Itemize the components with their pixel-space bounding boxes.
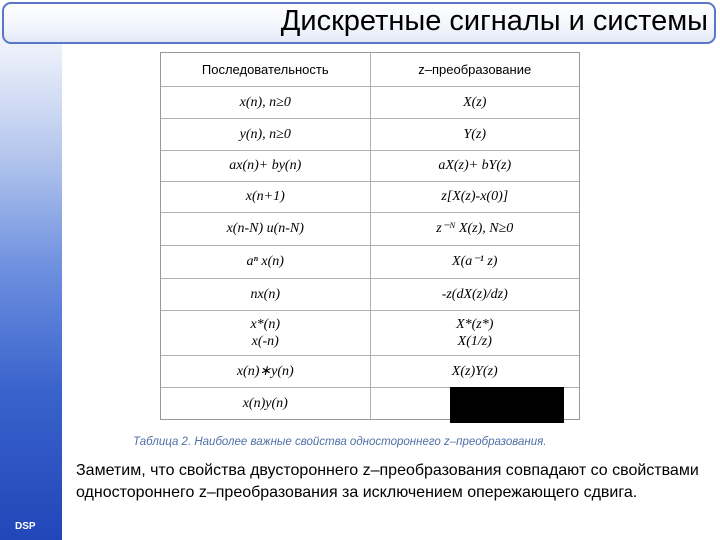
transform-cell: X(a⁻¹ z) bbox=[452, 254, 498, 269]
sequence-cell: aⁿ x(n) bbox=[161, 245, 371, 278]
sequence-cell: x(n), n≥0 bbox=[161, 86, 371, 118]
table-row bbox=[161, 150, 579, 182]
sequence-line: x(-n) bbox=[251, 333, 279, 349]
table-row bbox=[161, 245, 579, 279]
note-text: Заметим, что свойства двустороннего z–преобразования совпадают со свойствами одностороннего z–преобразования за исключением опережающего сдвига. bbox=[76, 462, 699, 501]
transform-cell: z⁻ᴺ X(z), N≥0 bbox=[436, 221, 514, 236]
table-caption: Таблица 2. Наиболее важные свойства одностороннего z–преобразования. bbox=[133, 436, 547, 448]
sequence-cell: x(n+1) bbox=[161, 181, 371, 212]
table-row bbox=[161, 278, 579, 311]
sequence-cell: x(n-N) u(n-N) bbox=[161, 212, 371, 245]
table-row bbox=[161, 181, 579, 213]
table-row bbox=[161, 212, 579, 246]
slide-title: Дискретные сигналы и системы bbox=[280, 5, 708, 37]
column-header-sequence: Последовательность bbox=[161, 53, 371, 86]
transform-cell: X(z) bbox=[463, 94, 487, 110]
redacted-cell bbox=[450, 387, 564, 423]
table-row bbox=[161, 355, 579, 388]
sequence-cell: ax(n)+ by(n) bbox=[161, 150, 371, 181]
transform-line: X(1/z) bbox=[457, 333, 492, 349]
sequence-cell: x(n)∗y(n) bbox=[161, 355, 371, 387]
sequence-cell: nx(n) bbox=[161, 278, 371, 310]
sidebar-gradient bbox=[0, 0, 62, 540]
transform-cell: z[X(z)-x(0)] bbox=[441, 189, 509, 204]
transform-line: X*(z*) bbox=[456, 316, 494, 332]
table-header-row bbox=[161, 53, 579, 87]
table-row bbox=[161, 86, 579, 119]
properties-table bbox=[160, 52, 580, 420]
table-row bbox=[161, 118, 579, 151]
column-header-transform: z–преобразование bbox=[418, 62, 532, 77]
sequence-line: x*(n) bbox=[250, 316, 281, 332]
transform-cell: X(z)Y(z) bbox=[451, 363, 498, 379]
footer-label: DSP bbox=[15, 521, 36, 532]
table-row bbox=[161, 310, 579, 356]
sequence-cell: x(n)y(n) bbox=[161, 387, 371, 419]
transform-cell: Y(z) bbox=[463, 126, 487, 142]
sequence-cell bbox=[161, 310, 371, 355]
transform-cell: -z(dX(z)/dz) bbox=[441, 286, 508, 302]
sequence-cell: y(n), n≥0 bbox=[161, 118, 371, 150]
transform-cell bbox=[371, 310, 580, 355]
transform-cell: aX(z)+ bY(z) bbox=[438, 158, 512, 173]
title-banner bbox=[2, 2, 716, 44]
